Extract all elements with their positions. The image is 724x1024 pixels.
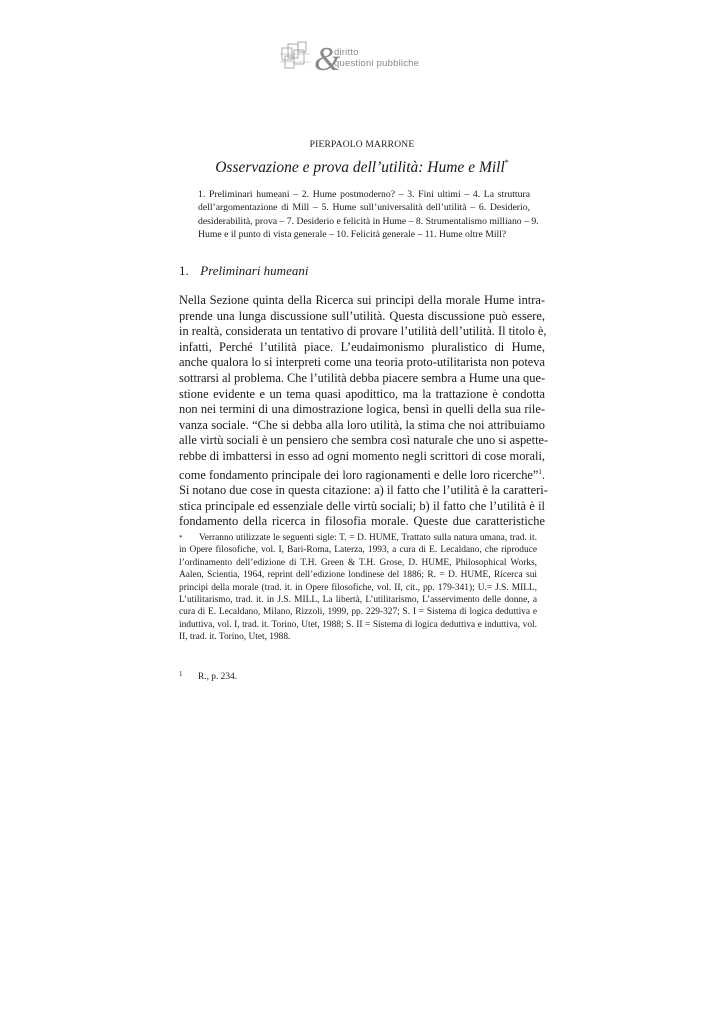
body-line: Nella Sezione quinta della Ricerca sui principi della morale Hume intra- [179,293,545,307]
body-line: Si notano due cose in questa citazione: a) il fatto che l’utilità è la caratteri- [179,483,548,498]
body-line: infatti, Perché l’utilità piace. L’eudaimonismo pluralistico di Hume, [179,339,545,354]
contents-line: desiderabilità, prova – 7. Desiderio e felicità in Hume – 8. Strumentalismo milliano – 9. [198,215,539,227]
body-line: stica principale ed essenziale delle virtù sociali; b) il fatto che l’utilità è il [179,498,545,513]
footnote-marker: 1 [179,670,183,678]
footnote-line: in Opere filosofiche, vol. I, Bari-Roma, Laterza, 1993, a cura di E. Lecaldano, che riproduce [179,545,537,556]
logo-line-2: questioni pubbliche [334,58,420,69]
contents-line: dell’argomentazione di Mill – 5. Hume sull’universalità dell’utilità – 6. Desiderio, [198,202,530,214]
body-line: vanza sociale. “Che si debba alla loro utilità, la stima che noi attribuiamo [179,417,545,432]
body-line: anche qualora lo si interpreti come una teoria proto-utilitarista non poteva [179,355,545,370]
body-line: alle virtù sociali è un pensiero che sembra così naturale che uno si aspette- [179,433,549,448]
paper-title [0,158,724,177]
footnote-text: R., p. 234. [198,672,238,682]
footnote-line: II, trad. it. Torino, Utet, 1988. [179,632,291,643]
body-line: stione evidente e un tema quasi apodittico, ma la trattazione è condotta [179,386,545,401]
section-number: 1. [179,263,189,278]
contents-line: 1. Preliminari humeani – 2. Hume postmoderno? – 3. Fini ultimi – 4. La struttura [198,189,530,200]
footnote-line: l’ordinamento dell’edizione di T.H. Green & T.H. Grose, D. HUME, Philosophical Works, [179,557,537,568]
footnote-line: Aalen, Scientia, 1964, reprint dell’edizione londinese del 1886; R. = D. HUME, Ricerca sui [179,570,537,581]
contents-summary [198,188,539,241]
footnote-line: L’utilitarismo, trad. it. in J.S. MILL, La libertà, L’utilitarismo, L’asservimento delle donne, a [179,595,537,606]
title-footnote-marker: * [504,158,509,167]
body-line: in realtà, considerata un tentativo di provare l’utilità dell’utilità. Il titolo è, [179,324,547,339]
footnote-line: principi della morale (trad. it. in Opere filosofiche, vol. II, cit., pp. 179-341); U.= J.S. MILL, [179,582,537,593]
logo-mark-icon [280,40,340,80]
body-line: come fondamento principale dei loro ragionamenti e delle loro ricerche”$^1$. [179,467,545,482]
section-heading [179,263,308,279]
footnote-line: Verranno utilizzate le seguenti sigle: T. = D. HUME, Trattato sulla natura umana, trad. it. [199,533,537,543]
body-line: rebbe di imbattersi in esso ad ogni momento negli scrittori di cose morali, [179,448,545,463]
body-line: sottrarsi al problema. Che l’utilità debba piacere sembra a Hume una que- [179,370,546,385]
footnote-star [179,532,537,644]
journal-logo [280,40,440,80]
body-line: prende una lunga discussione sull’utilità. Questa discussione può essere, [179,308,545,323]
footnote-1 [179,670,237,682]
body-line: non nei termini di una dimostrazione logica, bensì in quelli della sua rile- [179,402,545,417]
footnote-marker: * [179,534,183,542]
footnote-line: cura di E. Lecaldano, Milano, Rizzoli, 1999, pp. 229-327; S. I = Sistema di logica deduttiva e [179,607,537,618]
logo-line-1: diritto [334,47,359,58]
author-name: PIERPAOLO MARRONE [309,140,415,150]
footnote-line: induttiva, vol. I, trad. it. Torino, Utet, 1988; S. II = Sistema di logica deduttiva e induttiva, vol. [179,619,537,630]
svg-text:&: & [314,41,340,78]
body-paragraph [179,293,549,530]
footnote-ref: 1 [538,467,542,476]
contents-line: Hume e il punto di vista generale – 10. Felicità generale – 11. Hume oltre Mill? [198,228,507,240]
paper-title-text: Osservazione e prova dell’utilità: Hume e Mill [215,159,505,176]
body-line: fondamento della ricerca in filosofia morale. Queste due caratteristiche [179,514,545,529]
section-title: Preliminari humeani [200,263,309,278]
